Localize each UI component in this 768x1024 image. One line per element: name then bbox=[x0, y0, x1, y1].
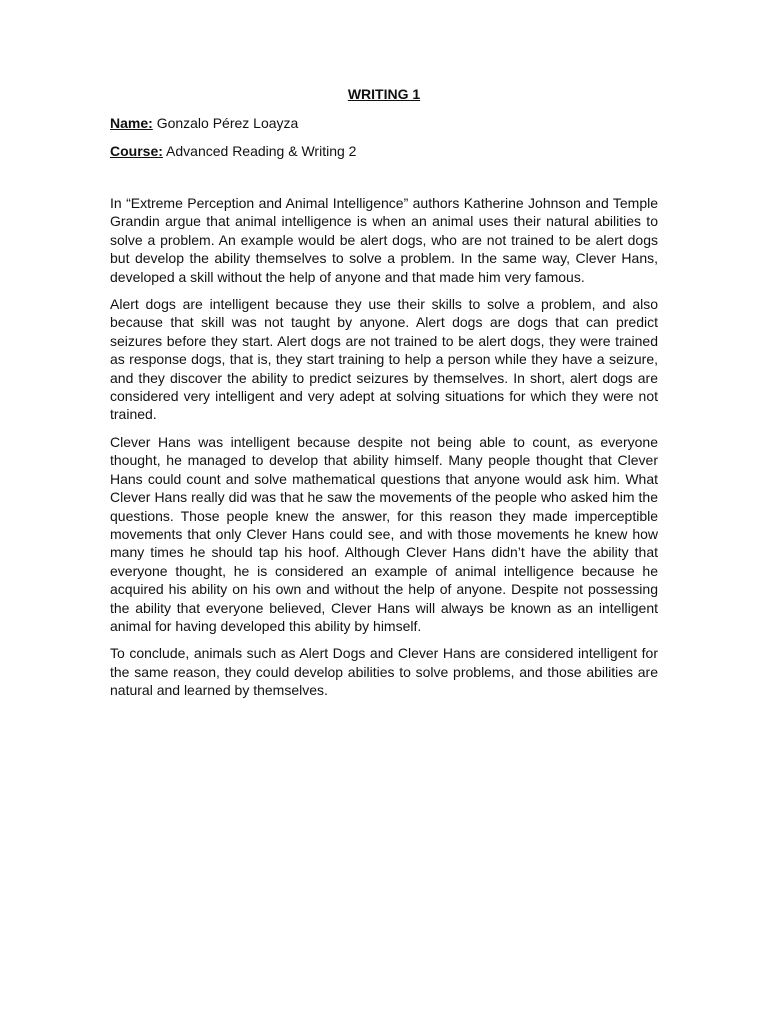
essay-paragraph-clever-hans: Clever Hans was intelligent because despite not being able to count, as everyone thought, he managed to develop that ability himself. Many people thought that Clever Hans could count and solve mathematical questions that anyone would ask him. What Clever Hans really did was that he saw the movements of the people who asked him the questions. Those people knew the answer, for this reason they made imperceptible movements that only Clever Hans could see, and with those movements he knew how many times he should tap his hoof. Although Clever Hans didn’t have the ability that everyone thought, he is considered an example of animal intelligence because he acquired his ability on his own and without the help of anyone. Despite not possessing the ability that everyone believed, Clever Hans will always be known as an intelligent animal for having developed this ability by himself. bbox=[110, 433, 658, 634]
course-line bbox=[110, 142, 356, 160]
student-name-line bbox=[110, 114, 298, 132]
course-value: Advanced Reading & Writing 2 bbox=[166, 143, 357, 159]
essay-paragraph-conclusion: To conclude, animals such as Alert Dogs and Clever Hans are considered intelligent for the same reason, they could develop abilities to solve problems, and those abilities are natural and learned by themselves. bbox=[110, 645, 658, 699]
course-label: Course: bbox=[110, 143, 163, 159]
name-label: Name: bbox=[110, 115, 153, 131]
essay-paragraph-intro: In “Extreme Perception and Animal Intelligence” authors Katherine Johnson and Temple Grandin argue that animal intelligence is when an animal uses their natural abilities to solve a problem. An example would be alert dogs, who are not trained to be alert dogs but develop the ability themselves to solve a problem. In the same way, Clever Hans, developed a skill without the help of anyone and that made him very famous. bbox=[110, 195, 658, 285]
name-value: Gonzalo Pérez Loayza bbox=[156, 115, 299, 131]
essay-paragraph-alert-dogs: Alert dogs are intelligent because they use their skills to solve a problem, and also because that skill was not taught by anyone. Alert dogs are dogs that can predict seizures before they start. Alert dogs are not trained to be alert dogs, they were trained as response dogs, that is, they start training to help a person while they have a seizure, and they discover the ability to predict seizures by themselves. In short, alert dogs are considered very intelligent and very adept at solving situations for which they were not trained. bbox=[110, 296, 658, 423]
document-title: WRITING 1 bbox=[347, 86, 421, 102]
essay-body bbox=[110, 194, 658, 709]
